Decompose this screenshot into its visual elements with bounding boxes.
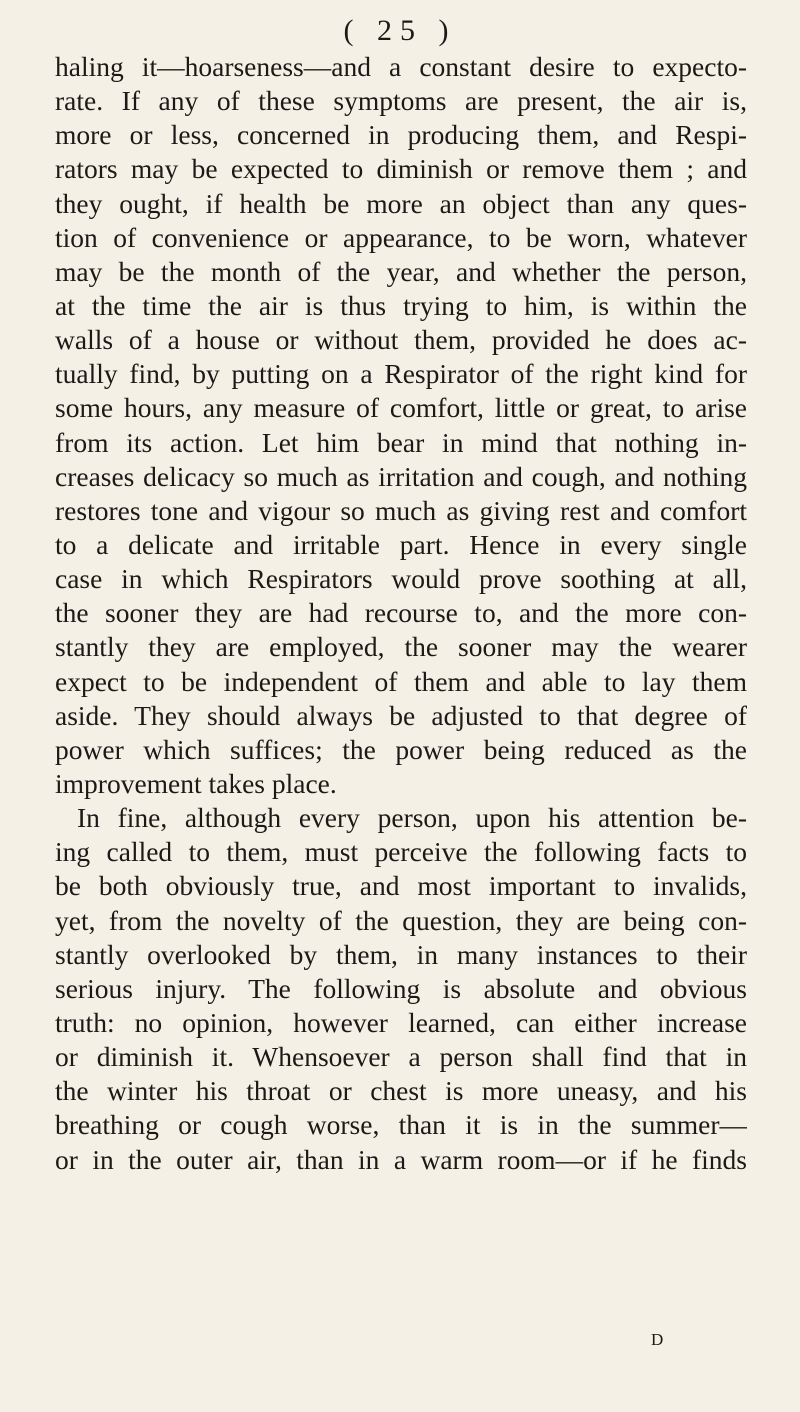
signature-mark: D xyxy=(651,1330,664,1349)
text-line: or diminish it. Whensoever a person shall find that in xyxy=(55,1041,747,1073)
text-line: haling it—hoarseness—and a constant desire to expecto- xyxy=(55,51,747,82)
text-line: more or less, concerned in producing them, and Respi- xyxy=(55,119,747,151)
text-line: walls of a house or without them, provided he does ac- xyxy=(55,324,747,356)
text-line: stantly they are employed, the sooner may the wearer xyxy=(55,631,747,663)
text-line: from its action. Let him bear in mind that nothing in- xyxy=(55,426,747,458)
page-number: ( 25 ) xyxy=(343,14,457,47)
text-line: aside. They should always be adjusted to that degree of xyxy=(55,699,747,731)
text-line: rators may be expected to diminish or remove them ; and xyxy=(55,153,747,185)
text-line: rate. If any of these symptoms are present, the air is, xyxy=(55,85,747,117)
text-line: improvement takes place. xyxy=(55,767,337,799)
body-text xyxy=(55,50,747,1177)
text-line: some hours, any measure of comfort, little or great, to arise xyxy=(55,392,747,424)
text-line: stantly overlooked by them, in many instances to their xyxy=(55,938,747,970)
text-line: expect to be independent of them and able to lay them xyxy=(55,665,747,697)
text-line: or in the outer air, than in a warm room—or if he finds xyxy=(55,1143,747,1175)
text-line: serious injury. The following is absolute and obvious xyxy=(55,972,747,1004)
text-line: may be the month of the year, and whether the person, xyxy=(55,255,747,287)
text-line: to a delicate and irritable part. Hence in every single xyxy=(55,528,747,560)
text-line: case in which Respirators would prove soothing at all, xyxy=(55,563,747,595)
text-line: In fine, although every person, upon his attention be- xyxy=(77,802,747,834)
text-line: creases delicacy so much as irritation and cough, and nothing xyxy=(55,460,747,492)
text-line: at the time the air is thus trying to him, is within the xyxy=(55,289,747,321)
text-line: breathing or cough worse, than it is in the summer— xyxy=(55,1109,747,1141)
text-line: restores tone and vigour so much as giving rest and comfort xyxy=(55,494,747,526)
text-line: be both obviously true, and most important to invalids, xyxy=(55,870,747,902)
text-line: tion of convenience or appearance, to be worn, whatever xyxy=(55,221,747,253)
text-line: truth: no opinion, however learned, can either increase xyxy=(55,1006,747,1038)
text-line: yet, from the novelty of the question, they are being con- xyxy=(55,904,747,936)
text-line: the winter his throat or chest is more uneasy, and his xyxy=(55,1075,747,1107)
text-line: the sooner they are had recourse to, and the more con- xyxy=(55,597,747,629)
text-line: power which suffices; the power being reduced as the xyxy=(55,733,747,765)
text-line: they ought, if health be more an object than any ques- xyxy=(55,187,747,219)
text-line: ing called to them, must perceive the following facts to xyxy=(55,836,747,868)
text-line: tually find, by putting on a Respirator of the right kind for xyxy=(55,358,747,390)
